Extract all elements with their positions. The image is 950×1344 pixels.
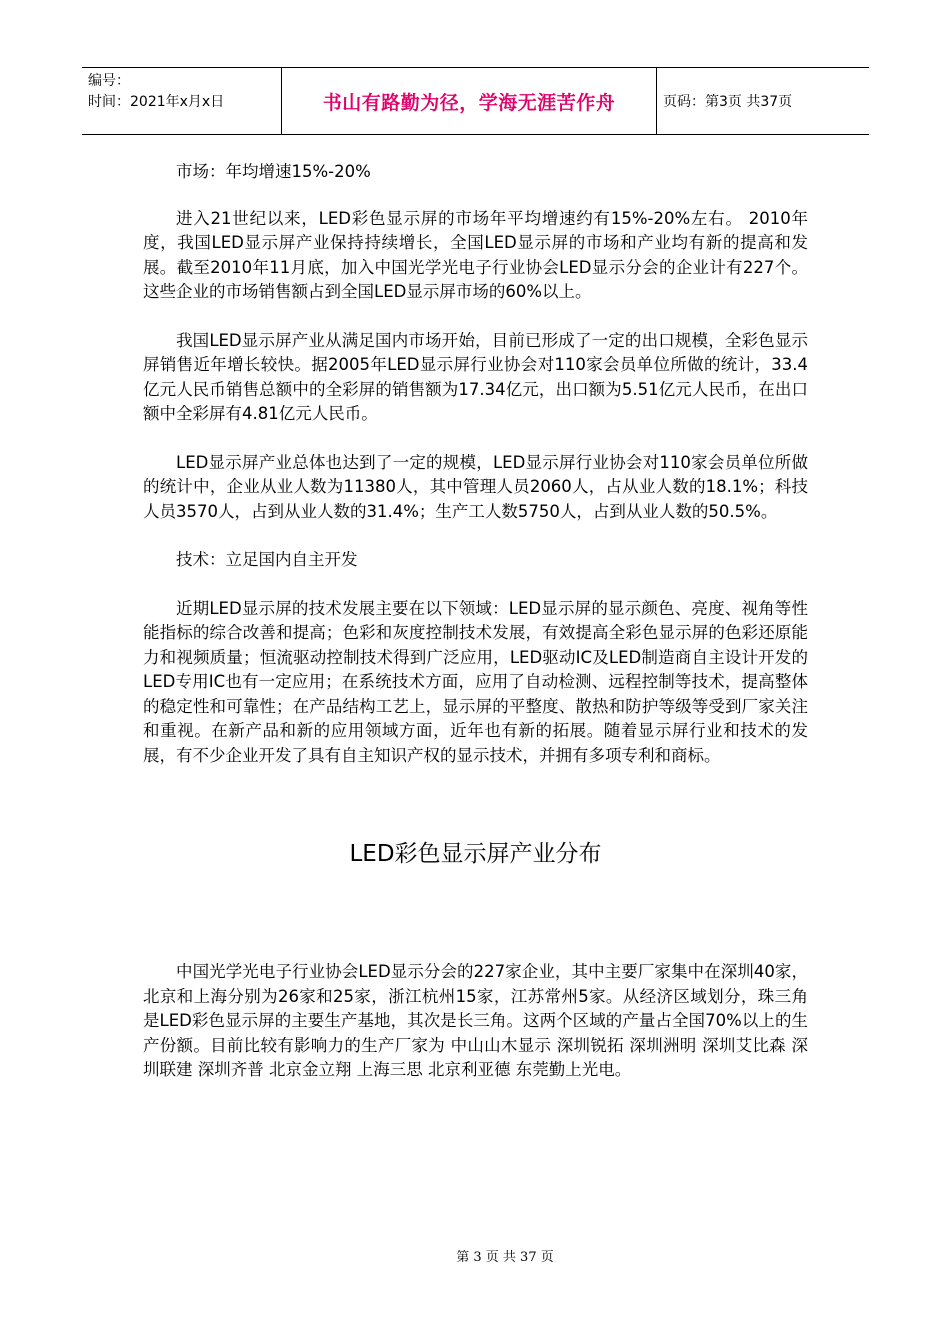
header-time-label: 时间：2021年x月x日 bbox=[88, 94, 225, 110]
paragraph-employment: LED显示屏产业总体也达到了一定的规模，LED显示屏行业协会对110家会员单位所做的统计中，企业从业人数为11380人，其中管理人员2060人，占从业人数的18.1%；科技人员3570人，占到从业人数的31.4%；生产工人数5750人，占到从业人数的50.5%。 bbox=[143, 452, 808, 521]
document-header bbox=[82, 67, 869, 135]
section-title: LED彩色显示屏产业分布 bbox=[349, 841, 602, 867]
market-heading: 市场：年均增速15%-20% bbox=[176, 162, 371, 181]
paragraph-market-growth: 进入21世纪以来，LED彩色显示屏的市场年平均增速约有15%-20%左右。 2010年度，我国LED显示屏产业保持持续增长，全国LED显示屏的市场和产业均有新的提高和发展。截至2010年11月底，加入中国光学光电子行业协会LED显示分会的企业计有227个。这些企业的市场销售额占到全国LED显示屏市场的60%以上。 bbox=[143, 208, 808, 301]
tech-heading: 技术：立足国内自主开发 bbox=[176, 550, 358, 569]
header-number-label: 编号： bbox=[88, 73, 130, 89]
header-page-label: 页码：第3页 共37页 bbox=[663, 94, 793, 110]
document-body bbox=[143, 160, 808, 1083]
paragraph-export: 我国LED显示屏产业从满足国内市场开始，目前已形成了一定的出口规模，全彩色显示屏销售近年增长较快。据2005年LED显示屏行业协会对110家会员单位所做的统计，33.4亿元人民币销售总额中的全彩屏的销售额为17.34亿元，出口额为5.51亿元人民币，在出口额中全彩屏有4.81亿元人民币。 bbox=[143, 330, 808, 423]
page-footer: 第 3 页 共 37 页 bbox=[456, 1250, 554, 1265]
paragraph-distribution: 中国光学光电子行业协会LED显示分会的227家企业，其中主要厂家集中在深圳40家，北京和上海分别为26家和25家，浙江杭州15家，江苏常州5家。从经济区域划分，珠三角是LED彩色显示屏的主要生产基地，其次是长三角。这两个区域的产量占全国70%以上的生产份额。目前比较有影响力的生产厂家为 中山山木显示 深圳锐拓 深圳洲明 深圳艾比森 深圳联建 深圳齐普 北京金立翔 上海三思 北京利亚德 东莞勤上光电。 bbox=[143, 962, 808, 1079]
header-info-cell bbox=[82, 68, 282, 134]
header-motto: 书山有路勤为径，学海无涯苦作舟 bbox=[282, 68, 657, 134]
paragraph-technology: 近期LED显示屏的技术发展主要在以下领域：LED显示屏的显示颜色、亮度、视角等性能指标的综合改善和提高；色彩和灰度控制技术发展，有效提高全彩色显示屏的色彩还原能力和视频质量；恒流驱动控制技术得到广泛应用，LED驱动IC及LED制造商自主设计开发的LED专用IC也有一定应用；在系统技术方面，应用了自动检测、远程控制等技术，提高整体的稳定性和可靠性；在产品结构工艺上，显示屏的平整度、散热和防护等级等受到厂家关注和重视。在新产品和新的应用领域方面，近年也有新的拓展。随着显示屏行业和技术的发展，有不少企业开发了具有自主知识产权的显示技术，并拥有多项专利和商标。 bbox=[143, 598, 808, 765]
